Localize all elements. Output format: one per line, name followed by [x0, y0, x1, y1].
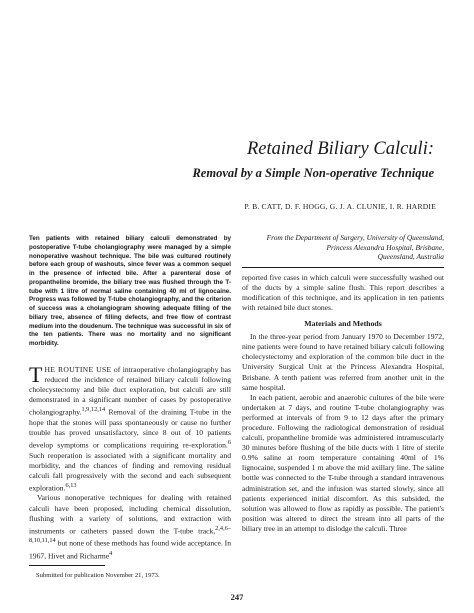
section-heading: Materials and Methods — [304, 319, 382, 329]
citation-ref: 4 — [109, 550, 113, 557]
citation-ref: 1,9,12,14 — [81, 406, 106, 414]
affiliation-divider — [242, 267, 444, 268]
right-continuation-paragraph: reported five cases in which calculi were successfully washed out of the ducts by a simple saline flush. This report describes a modification of this technique, and its application in ten patients with retained bile duct stones. — [242, 272, 444, 313]
para-text: Various nonoperative techniques for dealing with retained calculi have been proposed, including chemical dissolution, flushing with a variety of solutions, and extraction with instruments or catheters passed down the T-tube track, — [29, 493, 231, 536]
citation-ref: 2,4,6–8,10,11,14 — [29, 524, 231, 545]
intro-paragraph — [29, 361, 231, 494]
affiliation-line: Queensland, Australia — [377, 252, 444, 262]
author-list: P. B. CATT, D. F. HOGG, G. J. A. CLUNIE, I. R. HARDIE — [244, 202, 436, 211]
intro-text: of intraoperative cholangiography has reduced the incidence of retained biliary calculi following cholecystectomy and bile duct exploration, but calculi are still demonstrated in a significant number of cases by postoperative cholangiography. — [29, 364, 231, 417]
article-subtitle: Removal by a Simple Non-operative Technique — [192, 166, 434, 180]
para-text-2: but none of these methods has found wide acceptance. In 1967, Hivet and Richarme — [29, 538, 231, 561]
methods-paragraph: In the three-year period from January 1970 to December 1972, nine patients were found to have retained biliary calculi following cholecystectomy and exploration of the common bile duct in the University Surgical Unit at the Princess Alexandra Hospital, Brisbane. A tenth patient was referred from another unit in the same hospital. — [242, 332, 444, 392]
submission-footnote: Submitted for publication November 21, 1973. — [36, 572, 160, 579]
intro-text-2: Removal of the draining T-tube in the hope that the stones will pass spontaneously or cause no further trouble has proved unsatisfactory, since 8 out of 10 patients develop symptoms or complications requiring re-exploration. — [29, 407, 231, 450]
left-column — [29, 235, 231, 562]
citation-ref: 6 — [227, 438, 231, 446]
affiliation-line: Princess Alexandra Hospital, Brisbane, — [326, 242, 444, 252]
article-title: Retained Biliary Calculi: — [246, 139, 434, 159]
page-number: 247 — [230, 592, 244, 602]
affiliation-line: From the Department of Surgery, University of Queensland, — [266, 233, 444, 242]
drop-cap: T — [29, 361, 43, 387]
methods-paragraph: In each patient, aerobic and anaerobic cultures of the bile were undertaken at 7 days, and routine T-tube cholangiography was performed at intervals of from 9 to 12 days after the primary procedure. Following the radiological demonstration of residual calculi, propantheline bromide was administered intramuscularly 30 minutes before flushing of the bile ducts with 1 litre of sterile 0.9% saline at room temperature containing 40ml of 1% lignocaine, suspended 1 m above the mid axillary line. The saline bottle was connected to the T-tube through a standard intravenous administration set, and the infusion was started slowly, since all patients experienced initial discomfort. As this subsided, the solution was allowed to flow as rapidly as possible. The patient's position was altered to direct the stream into all parts of the biliary tree in an attempt to dislodge the calculi. Three — [242, 392, 444, 533]
right-column — [242, 233, 444, 534]
intro-lead: HE ROUTINE USE — [44, 364, 112, 374]
second-paragraph — [29, 493, 231, 561]
abstract: Ten patients with retained biliary calculi demonstrated by postoperative T-tube cholangiography were managed by a simple nonoperative washout technique. The bile was cultured routinely before each group of washouts, since fever was a common sequel in the presence of infected bile. After a parenteral dose of propantheline bromide, the biliary tree was flushed through the T-tube with 1 litre of normal saline containing 40 ml of lignocaine. Progress was followed by T-tube cholangiography, and the criterion of success was a cholangiogram showing adequate filling of the biliary tree, absence of filling defects, and free flow of contrast medium into the doudenum. The technique was successful in six of the ten patients. There was no mortality and no significant morbidity. — [29, 235, 231, 347]
citation-ref: 6,13 — [65, 481, 77, 489]
intro-text-3: Such reoperation is associated with a significant mortality and morbidity, and the chances of finding and removing residual calculi fall progressively with the second and each subsequent exploration. — [29, 450, 231, 493]
footnote-divider — [29, 565, 105, 566]
affiliation — [242, 233, 444, 262]
